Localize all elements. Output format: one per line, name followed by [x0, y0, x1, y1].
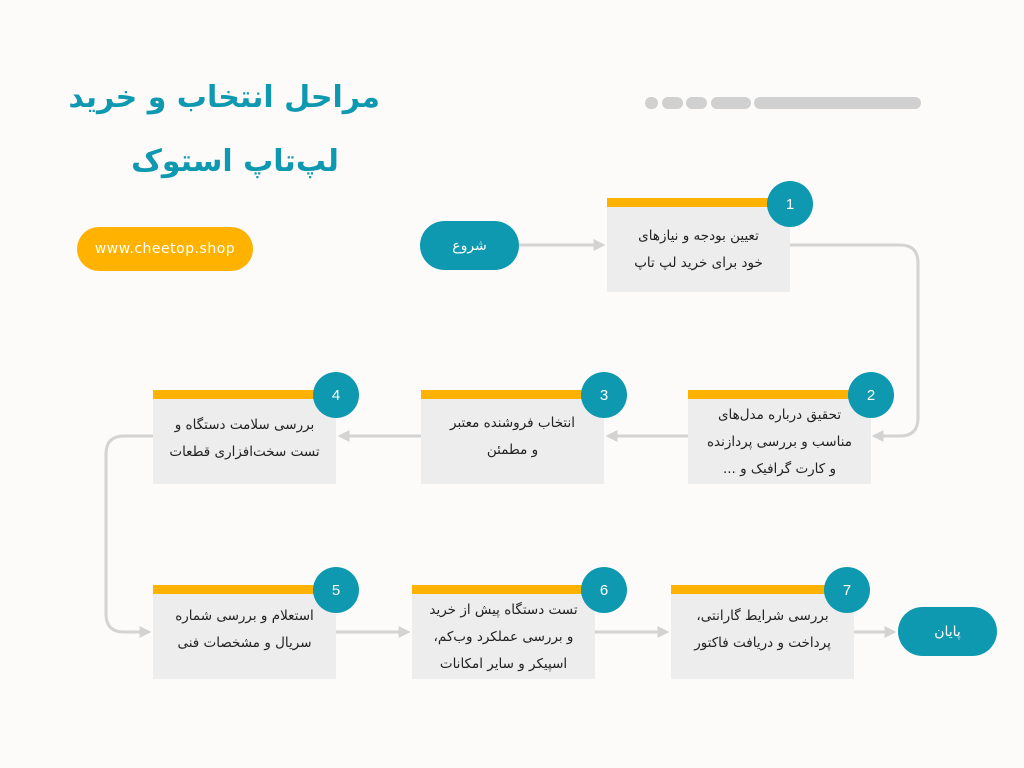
dot-2: [662, 97, 683, 109]
dot-3: [686, 97, 707, 109]
step-6-line-3: اسپیکر و سایر امکانات: [439, 655, 568, 672]
step-6-box: [412, 585, 595, 679]
step-5-text: [159, 599, 330, 675]
step-accent-bar: [412, 585, 595, 594]
step-4-badge: 4: [313, 372, 359, 418]
dot-1: [645, 97, 658, 109]
step-accent-bar: [421, 390, 604, 399]
step-4-text: [159, 404, 330, 480]
step-2-badge: 2: [848, 372, 894, 418]
step-accent-bar: [153, 390, 336, 399]
step-6-badge: 6: [581, 567, 627, 613]
step-6-line-1: تست دستگاه پیش از خرید: [429, 601, 578, 618]
step-4-line-1: بررسی سلامت دستگاه و: [174, 417, 315, 433]
step-6-text: [418, 599, 589, 675]
step-2-text: [694, 404, 865, 480]
step-2-box: [688, 390, 871, 484]
page-title-line2: لپ‌تاپ استوک: [131, 144, 339, 179]
step-7-text: [677, 599, 848, 675]
step-4-box: [153, 390, 336, 484]
step-3-box: [421, 390, 604, 484]
arrow-step4-to-step5: [106, 436, 153, 632]
step-accent-bar: [607, 198, 790, 207]
step-accent-bar: [688, 390, 871, 399]
step-1-line-1: تعیین بودجه و نیازهای: [638, 228, 759, 244]
step-3-text: [427, 404, 598, 480]
step-3-line-1: انتخاب فروشنده معتبر: [450, 415, 576, 431]
step-1-badge: 1: [767, 181, 813, 227]
step-5-line-2: سریال و مشخصات فنی: [177, 635, 312, 651]
step-3-badge: 3: [581, 372, 627, 418]
step-5-line-1: استعلام و بررسی شماره: [175, 608, 314, 624]
step-1-text: [613, 212, 784, 288]
step-1-line-2: خود برای خرید لپ تاپ: [634, 255, 763, 271]
dot-5: [754, 97, 921, 109]
step-2-line-2: مناسب و بررسی پردازنده: [706, 433, 853, 450]
start-node: شروع: [420, 221, 519, 270]
page-title-line1: مراحل انتخاب و خرید: [68, 80, 380, 115]
step-2-line-3: و کارت گرافیک و ...: [722, 460, 837, 477]
step-7-line-2: پرداخت و دریافت فاکتور: [694, 635, 831, 651]
step-1-box: [607, 198, 790, 292]
step-7-badge: 7: [824, 567, 870, 613]
step-7-line-1: بررسی شرایط گارانتی،: [696, 608, 829, 624]
dot-4: [711, 97, 751, 109]
step-5-box: [153, 585, 336, 679]
website-link[interactable]: www.cheetop.shop: [77, 227, 253, 271]
step-6-line-2: و بررسی عملکرد وب‌کم،: [433, 628, 574, 645]
end-node: پایان: [898, 607, 997, 656]
step-5-badge: 5: [313, 567, 359, 613]
step-accent-bar: [153, 585, 336, 594]
step-4-line-2: تست سخت‌افزاری قطعات: [169, 444, 320, 460]
step-3-line-2: و مطمئن: [486, 442, 539, 458]
step-2-line-1: تحقیق درباره مدل‌های: [717, 406, 842, 423]
